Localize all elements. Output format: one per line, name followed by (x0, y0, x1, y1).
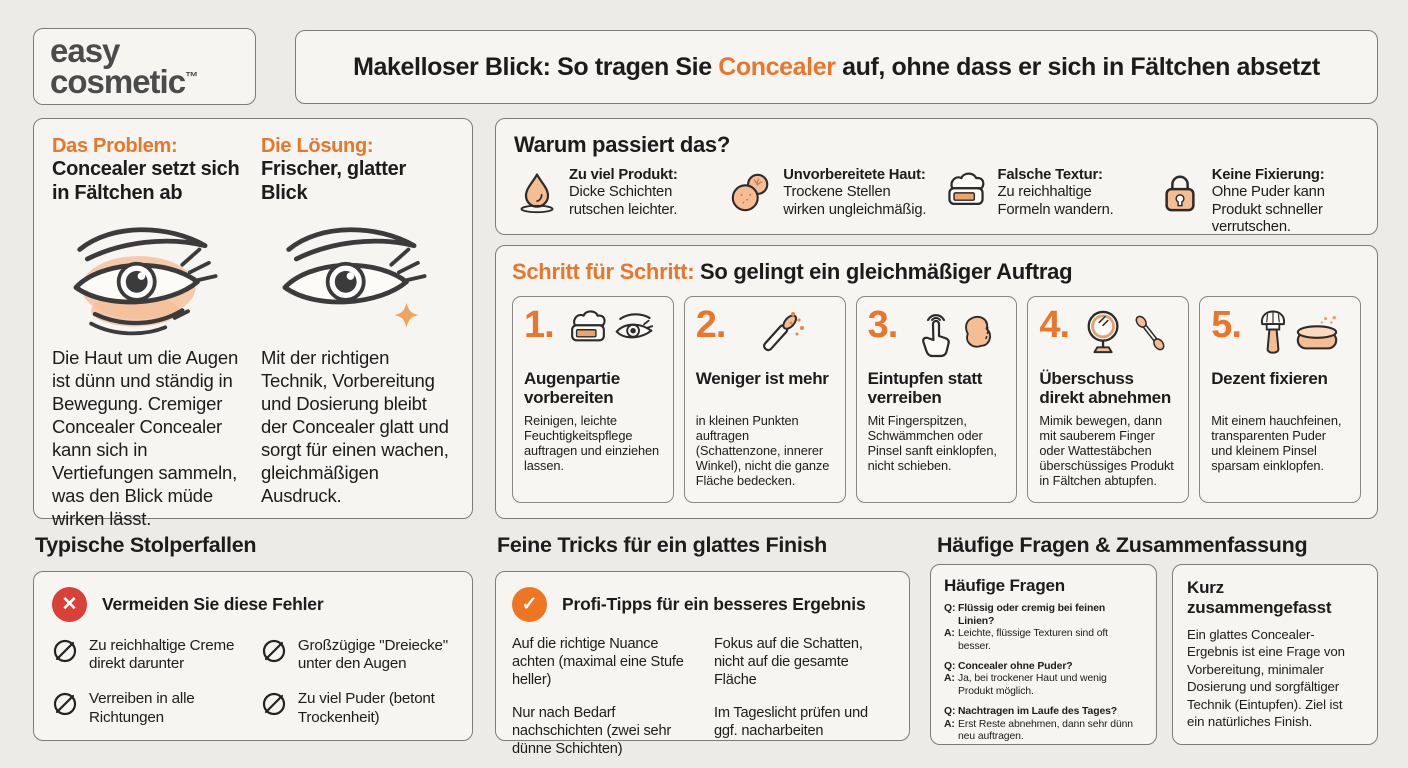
why-title: Warum passiert das? (514, 132, 730, 157)
steps-title (512, 259, 1361, 285)
brand-logo-box (33, 28, 256, 105)
skin-icon (728, 167, 774, 215)
summary-box (1172, 564, 1378, 745)
why-item-label: Keine Fixierung: (1211, 167, 1325, 183)
step-body: Mit einem hauchfeinen, transparenten Puder und kleinem Pinsel sparsam einklopfen. (1211, 413, 1342, 474)
why-item-text: Unvorbereitete Haut: Trockene Stellen wirken ungleichmäßig. (783, 167, 927, 218)
qa-item (944, 661, 1143, 699)
answer-text: Ja, bei trockener Haut und wenig Produkt möglich. (958, 673, 1107, 698)
question-text: Nachtragen im Laufe des Tages? (958, 705, 1118, 717)
step-title: Dezent fixieren (1211, 369, 1328, 388)
why-item-text: Zu viel Produkt: Dicke Schichten rutschen leichter. (569, 167, 678, 218)
droplet-icon (514, 167, 560, 215)
title-highlight: Concealer (718, 52, 836, 81)
eye-wrinkles-icon (55, 215, 245, 341)
check-icon: ✓ (512, 587, 547, 622)
step-number: 4. (1039, 304, 1070, 346)
pitfalls-box (33, 571, 473, 741)
faq-box (930, 564, 1157, 745)
question-text: Concealer ohne Puder? (958, 660, 1073, 672)
cream-jar-icon (560, 306, 662, 348)
trick-item: Nur nach Bedarf nachschichten (zwei sehr dünne Schichten) (512, 705, 672, 757)
step-card-3 (856, 296, 1018, 503)
step-number: 3. (867, 304, 898, 346)
sponge-icon (961, 311, 995, 355)
faq-box-title: Häufige Fragen (944, 576, 1065, 595)
question-text: Flüssig oder cremig bei feinen Linien? (958, 603, 1106, 627)
pitfall-item: Zu reichhaltige Creme direkt darunter (52, 637, 249, 673)
answer-text: Erst Reste abnehmen, dann sehr dünn neu auftragen. (958, 718, 1133, 743)
prohibited-icon (52, 691, 78, 717)
summary-body: Ein glattes Concealer-Ergebnis ist eine Frage von Vorbereitung, minimaler Dosierung und sorgfältiger Technik (Eintupfen). Ziel ist ein natürliches Finish. (1187, 627, 1345, 730)
a-prefix: A: (944, 628, 955, 640)
why-item-texture (943, 167, 1145, 237)
why-panel (495, 118, 1378, 235)
step-body: Mimik bewegen, dann mit sauberem Finger oder Wattestäbchen überschüssiges Produkt in Fältchen abtupfen. (1039, 413, 1174, 489)
why-item-label: Zu viel Produkt: (569, 167, 678, 183)
trick-item: Im Tageslicht prüfen und ggf. nacharbeiten (713, 705, 868, 740)
qa-item (944, 603, 1143, 654)
q-prefix: Q: (944, 660, 956, 672)
concealer-wand-icon (732, 306, 834, 360)
step-body: Mit Fingerspitzen, Schwämmchen oder Pinsel sanft einklopfen, nicht schieben. (867, 413, 997, 474)
solution-heading (261, 135, 456, 205)
brand-line2: cosmetic (50, 62, 186, 100)
problem-body: Die Haut um die Augen ist dünn und ständig in Bewegung. Cremiger Concealer Concealer kann sich in Vertiefungen sammeln, was den Blick müde wirken lässt. (52, 347, 239, 529)
cotton-swab-icon (1129, 310, 1171, 356)
trademark-symbol: ™ (185, 68, 199, 84)
solution-column (261, 135, 456, 506)
pitfalls-box-title: Vermeiden Sie diese Fehler (102, 594, 324, 614)
why-item-text: Falsche Textur: Zu reichhaltige Formeln wandern. (997, 167, 1114, 218)
faq-section-title: Häufige Fragen & Zusammenfassung (937, 533, 1308, 557)
powder-pot-icon (1294, 313, 1340, 355)
page-title (353, 53, 1320, 82)
problem-solution-panel (33, 118, 473, 529)
why-item-skin (728, 167, 930, 237)
prohibited-icon (261, 691, 287, 717)
step-number: 1. (524, 304, 554, 346)
pitfalls-section-title: Typische Stolperfallen (35, 533, 257, 557)
solution-heading-rest: Frischer, glatter Blick (261, 158, 406, 204)
why-item-product (514, 167, 716, 237)
solution-label: Die Lösung: (261, 135, 374, 157)
pitfall-item: Zu viel Puder (betont Trockenheit) (261, 690, 454, 726)
problem-column (52, 135, 247, 529)
brand-logo (50, 32, 199, 100)
error-x-icon: ✕ (52, 587, 87, 622)
step-title: Weniger ist mehr (695, 369, 829, 388)
mirror-icon (1075, 306, 1177, 358)
step-title: Überschuss direkt abnehmen (1039, 369, 1171, 407)
why-item-label: Falsche Textur: (997, 167, 1103, 183)
step-number: 5. (1211, 304, 1241, 346)
pitfall-item: Verreiben in alle Richtungen (52, 690, 249, 726)
eye-icon (613, 311, 655, 345)
eye-sparkle-icon (264, 215, 454, 341)
tricks-section-title: Feine Tricks für ein glattes Finish (497, 533, 828, 557)
title-after: auf, ohne dass er sich in Fältchen absetzt (835, 52, 1320, 81)
why-item-label: Unvorbereitete Haut: (783, 167, 926, 183)
steps-title-highlight: Schritt für Schritt: (512, 259, 695, 284)
step-title: Eintupfen statt verreiben (867, 369, 983, 407)
trick-item: Fokus auf die Schatten, nicht auf die gesamte Fläche (713, 636, 863, 688)
answer-text: Leichte, flüssige Texturen sind oft besser. (958, 628, 1108, 653)
why-item-text: Keine Fixierung: Ohne Puder kann Produkt schneller verrutschen. (1211, 167, 1325, 236)
a-prefix: A: (944, 718, 955, 730)
a-prefix: A: (944, 673, 955, 685)
prohibited-icon (261, 638, 287, 664)
cream-jar-icon (943, 167, 989, 213)
creased-eye-illustration (52, 215, 247, 341)
step-card-1 (512, 296, 674, 503)
trick-item: Auf die richtige Nuance achten (maximal eine Stufe heller) (512, 636, 684, 688)
step-body: in kleinen Punkten auftragen (Schattenzone, innerer Winkel), nicht die ganze Fläche bedecken. (695, 413, 830, 489)
solution-body: Mit der richtigen Technik, Vorbereitung und Dosierung bleibt der Concealer glatt und sorgt für einen wachen, gleichmäßigen Ausdruck. (261, 347, 449, 506)
q-prefix: Q: (944, 603, 956, 614)
problem-heading-rest: Concealer setzt sich in Fältchen ab (52, 158, 240, 204)
lock-icon (1157, 167, 1203, 215)
tricks-box-title: Profi-Tipps für ein besseres Ergebnis (562, 594, 866, 614)
header-title-box (295, 30, 1378, 104)
steps-panel (495, 245, 1378, 519)
prohibited-icon (52, 638, 78, 664)
q-prefix: Q: (944, 705, 956, 717)
problem-heading (52, 135, 247, 205)
problem-label: Das Problem: (52, 135, 178, 157)
smooth-eye-illustration (261, 215, 456, 341)
step-card-2 (684, 296, 846, 503)
step-title: Augenpartie vorbereiten (524, 369, 620, 407)
pitfall-item: Großzügige "Dreiecke" unter den Augen (261, 637, 454, 673)
summary-box-title: Kurz zusammengefasst (1187, 578, 1332, 617)
steps-title-rest: So gelingt ein gleichmäßiger Auftrag (694, 259, 1073, 284)
step-number: 2. (695, 304, 726, 346)
powder-brush-icon (1247, 306, 1349, 360)
step-card-4 (1027, 296, 1189, 503)
step-card-5 (1199, 296, 1361, 503)
tricks-box (495, 571, 910, 757)
why-item-fixing (1157, 167, 1359, 237)
title-before: Makelloser Blick: So tragen Sie (353, 52, 719, 81)
brand-line1: easy (50, 32, 120, 70)
tap-finger-icon (903, 306, 1005, 358)
step-body: Reinigen, leichte Feuchtigkeitspflege auftragen und einziehen lassen. (524, 413, 660, 474)
qa-item (944, 706, 1143, 744)
